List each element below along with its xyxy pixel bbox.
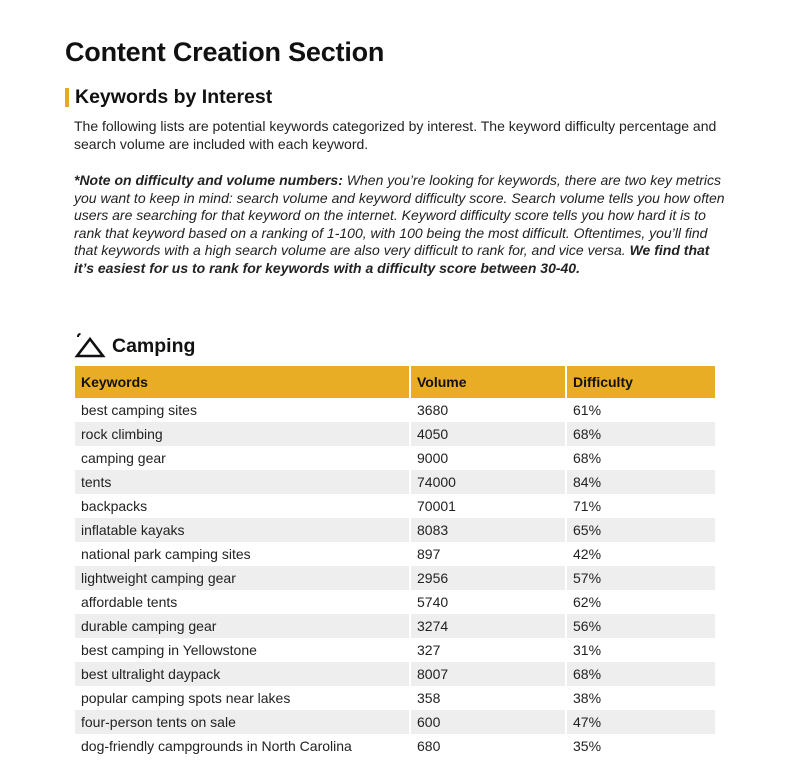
difficulty-cell: 35% bbox=[566, 734, 715, 758]
table-row bbox=[75, 446, 715, 470]
table-row bbox=[75, 710, 715, 734]
keyword-cell: durable camping gear bbox=[75, 614, 410, 638]
volume-cell: 4050 bbox=[410, 422, 566, 446]
difficulty-cell: 84% bbox=[566, 470, 715, 494]
difficulty-cell: 47% bbox=[566, 710, 715, 734]
difficulty-cell: 57% bbox=[566, 566, 715, 590]
table-header-row bbox=[75, 366, 715, 398]
difficulty-cell: 68% bbox=[566, 446, 715, 470]
keyword-cell: best camping in Yellowstone bbox=[75, 638, 410, 662]
section-title: Keywords by Interest bbox=[75, 86, 273, 108]
camping-heading bbox=[74, 333, 195, 359]
difficulty-cell: 62% bbox=[566, 590, 715, 614]
volume-cell: 3680 bbox=[410, 398, 566, 422]
keyword-cell: camping gear bbox=[75, 446, 410, 470]
keyword-cell: national park camping sites bbox=[75, 542, 410, 566]
keyword-cell: inflatable kayaks bbox=[75, 518, 410, 542]
difficulty-cell: 65% bbox=[566, 518, 715, 542]
note-emphasis: We find that it’s easiest for us to rank for keywords with a difficulty score between 30-40. bbox=[74, 242, 710, 276]
volume-cell: 3274 bbox=[410, 614, 566, 638]
volume-cell: 327 bbox=[410, 638, 566, 662]
volume-cell: 8007 bbox=[410, 662, 566, 686]
table-row bbox=[75, 518, 715, 542]
table-row bbox=[75, 470, 715, 494]
volume-cell: 897 bbox=[410, 542, 566, 566]
table-row bbox=[75, 686, 715, 710]
keyword-cell: dog-friendly campgrounds in North Carolina bbox=[75, 734, 410, 758]
table-body bbox=[75, 398, 715, 758]
camping-title: Camping bbox=[112, 334, 196, 357]
keyword-cell: four-person tents on sale bbox=[75, 710, 410, 734]
camping-keywords-table bbox=[75, 366, 715, 758]
table-row bbox=[75, 638, 715, 662]
table-row bbox=[75, 662, 715, 686]
table-row bbox=[75, 422, 715, 446]
volume-cell: 8083 bbox=[410, 518, 566, 542]
tent-icon bbox=[74, 333, 106, 359]
section-heading bbox=[65, 86, 272, 109]
volume-cell: 680 bbox=[410, 734, 566, 758]
page-title: Content Creation Section bbox=[65, 37, 385, 67]
keyword-cell: backpacks bbox=[75, 494, 410, 518]
table-row bbox=[75, 566, 715, 590]
heading-accent-bar bbox=[65, 88, 69, 107]
volume-cell: 2956 bbox=[410, 566, 566, 590]
keyword-cell: best ultralight daypack bbox=[75, 662, 410, 686]
volume-cell: 5740 bbox=[410, 590, 566, 614]
table-row bbox=[75, 494, 715, 518]
volume-cell: 600 bbox=[410, 710, 566, 734]
header-keywords: Keywords bbox=[75, 366, 410, 398]
header-volume: Volume bbox=[410, 366, 566, 398]
table-row bbox=[75, 590, 715, 614]
volume-cell: 358 bbox=[410, 686, 566, 710]
volume-cell: 70001 bbox=[410, 494, 566, 518]
note-paragraph bbox=[74, 172, 729, 277]
table-row bbox=[75, 542, 715, 566]
note-body: When you’re looking for keywords, there are two key metrics you want to keep in mind: search volume and keyword difficulty score. Search volume tells you how often users are searching for that keyword on the internet. Keyword difficulty score tells you how hard it is to rank that keyword based on a ranking of 1-100, with 100 being the most difficult. Oftentimes, you’ll find that keywords with a high search volume are also very difficult to rank for, and vice versa. bbox=[74, 172, 725, 258]
difficulty-cell: 42% bbox=[566, 542, 715, 566]
difficulty-cell: 71% bbox=[566, 494, 715, 518]
difficulty-cell: 61% bbox=[566, 398, 715, 422]
difficulty-cell: 68% bbox=[566, 422, 715, 446]
keyword-cell: rock climbing bbox=[75, 422, 410, 446]
keyword-cell: affordable tents bbox=[75, 590, 410, 614]
difficulty-cell: 68% bbox=[566, 662, 715, 686]
note-label: *Note on difficulty and volume numbers: bbox=[74, 172, 343, 188]
volume-cell: 9000 bbox=[410, 446, 566, 470]
volume-cell: 74000 bbox=[410, 470, 566, 494]
header-difficulty: Difficulty bbox=[566, 366, 715, 398]
keyword-cell: tents bbox=[75, 470, 410, 494]
table-row bbox=[75, 614, 715, 638]
difficulty-cell: 31% bbox=[566, 638, 715, 662]
table-row bbox=[75, 398, 715, 422]
difficulty-cell: 56% bbox=[566, 614, 715, 638]
keyword-cell: popular camping spots near lakes bbox=[75, 686, 410, 710]
keyword-cell: lightweight camping gear bbox=[75, 566, 410, 590]
difficulty-cell: 38% bbox=[566, 686, 715, 710]
table-row bbox=[75, 734, 715, 758]
intro-paragraph: The following lists are potential keywords categorized by interest. The keyword difficulty percentage and search volume are included with each keyword. bbox=[74, 118, 717, 152]
keyword-cell: best camping sites bbox=[75, 398, 410, 422]
